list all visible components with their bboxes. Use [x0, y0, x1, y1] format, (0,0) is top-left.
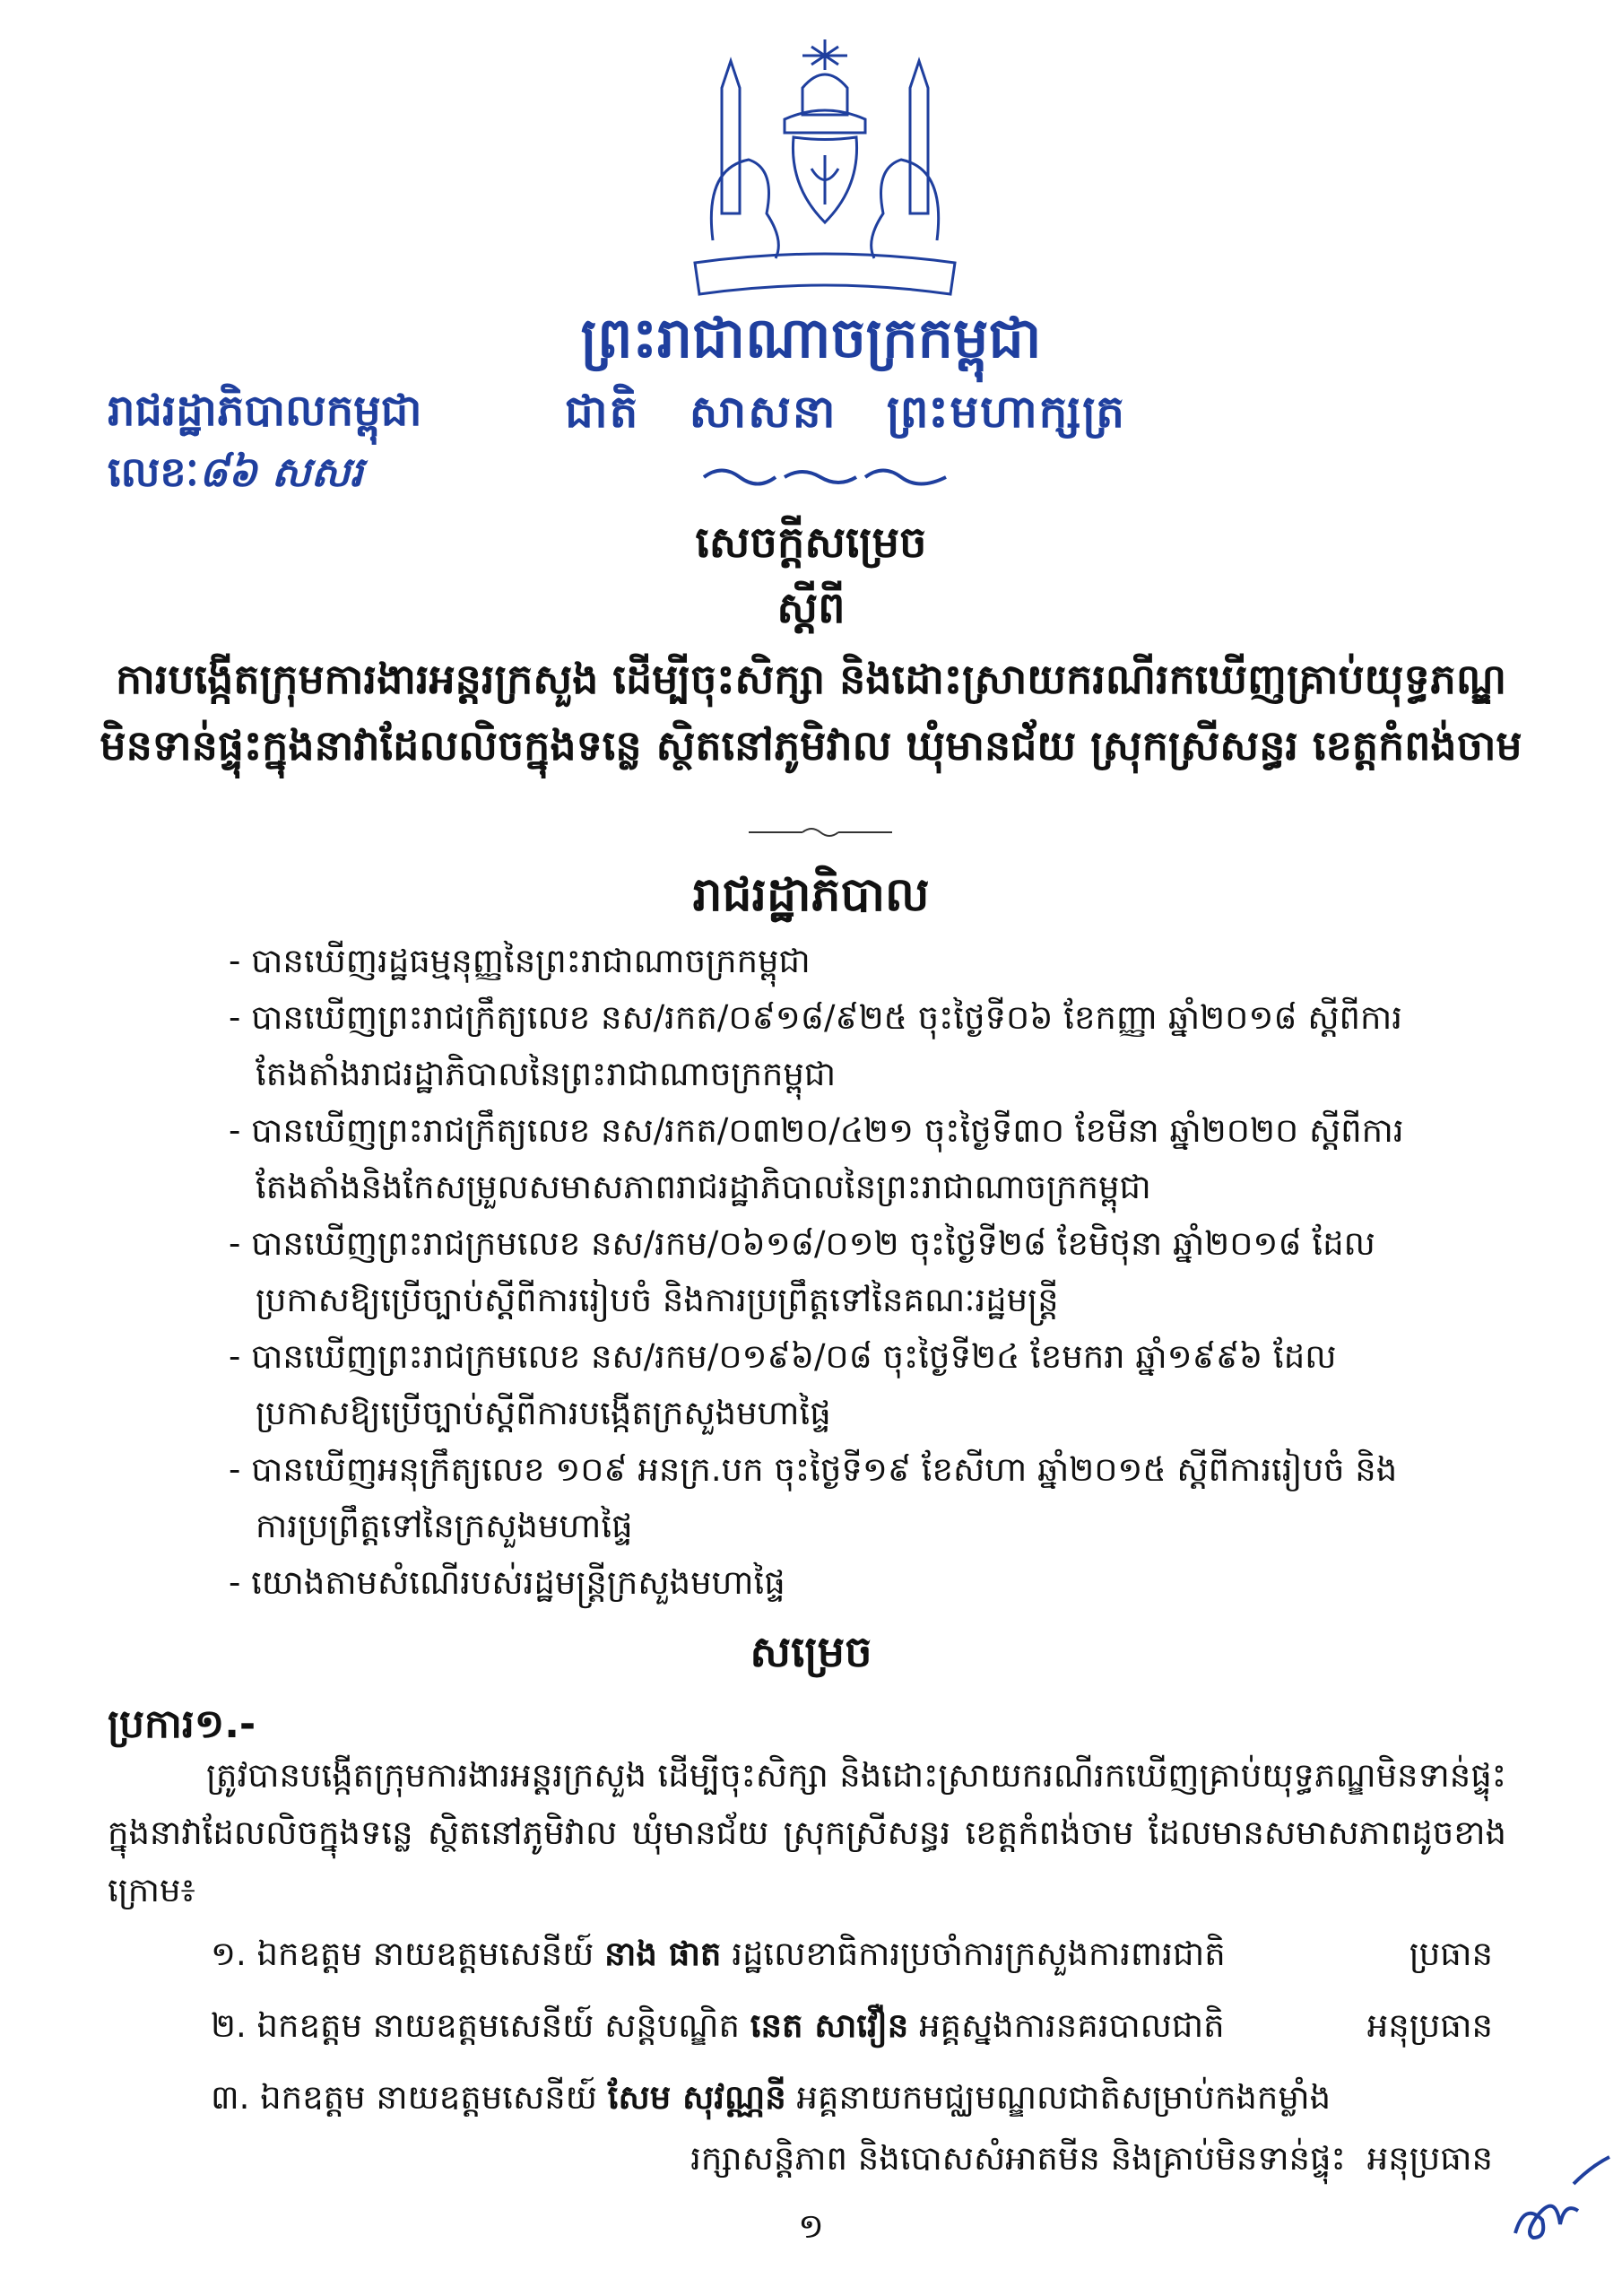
page-number: ១ — [798, 2206, 824, 2246]
member-row — [211, 1934, 1493, 1982]
member-prefix: ឯកឧត្តម នាយឧត្តមសេនីយ៍ សន្តិបណ្ឌិត — [256, 2006, 740, 2045]
member-num: ៣. — [211, 2078, 250, 2117]
member-role: អនុប្រធាន — [1366, 2139, 1493, 2178]
member-row — [211, 2005, 1493, 2054]
consideration-item: - បានឃើញព្រះរាជក្រឹត្យលេខ នស/រកត/០៣២០/៤២១ ចុះថ្ងៃទី៣០ ខែមីនា ឆ្នាំ២០២០ ស្តីពីការតែងតាំងនិងកែសម្រួលសមាសភាពរាជរដ្ឋាភិបាលនៃព្រះរាជាណាចក្រកម្ពុជា — [229, 1111, 1404, 1206]
kingdom-title: ព្រះរាជាណាចក្រកម្ពុជា — [580, 305, 1042, 370]
small-ornament-icon — [749, 823, 892, 841]
royal-emblem-icon — [677, 34, 973, 303]
member-num: ១. — [211, 1935, 247, 1973]
member-name: នេត សាវឿន — [750, 2006, 909, 2045]
consideration-item: - បានឃើញអនុក្រឹត្យលេខ ១០៩ អនក្រ.បក ចុះថ្ងៃទី១៩ ខែសីហា ឆ្នាំ២០១៥ ស្តីពីការរៀបចំ និងការប្រព្រឹត្តទៅនៃក្រសួងមហាផ្ទៃ — [229, 1450, 1398, 1545]
member-position: អគ្គនាយកមជ្ឈមណ្ឌលជាតិសម្រាប់កងកម្លាំង — [796, 2078, 1331, 2117]
member-row — [211, 2077, 1493, 2126]
government-name: រាជរដ្ឋាភិបាលកម្ពុជា — [108, 386, 422, 436]
government-heading: រាជរដ្ឋាភិបាល — [692, 868, 930, 922]
ornament-divider-icon — [695, 459, 955, 491]
member-desc — [211, 2005, 1225, 2054]
member-position: អគ្គស្នងការនគរបាលជាតិ — [919, 2006, 1225, 2045]
member-prefix: ឯកឧត្តម នាយឧត្តមសេនីយ៍ — [260, 2078, 597, 2117]
decision-heading: សម្រេច — [750, 1627, 872, 1677]
consideration-item: - បានឃើញព្រះរាជក្រមលេខ នស/រកម/០៦១៨/០១២ ចុះថ្ងៃទី២៨ ខែមិថុនា ឆ្នាំ២០១៨ ដែលប្រកាសឱ្យប្រើច្បាប់ស្តីពីការរៀបចំ និងការប្រព្រឹត្តទៅនៃគណៈរដ្ឋមន្ត្រី — [229, 1224, 1375, 1319]
member-name: នាង ផាត — [604, 1935, 722, 1973]
member-num: ២. — [211, 2006, 247, 2045]
decision-title: សេចក្តីសម្រេច — [695, 517, 927, 568]
consideration-item: - បានឃើញព្រះរាជក្រឹត្យលេខ នស/រកត/០៩១៨/៩២៥ ចុះថ្ងៃទី០៦ ខែកញ្ញា ឆ្នាំ២០១៨ ស្តីពីការតែងតាំងរាជរដ្ឋាភិបាលនៃព្រះរាជាណាចក្រកម្ពុជា — [229, 998, 1403, 1093]
consideration-item: - បានឃើញព្រះរាជក្រមលេខ នស/រកម/០១៩៦/០៨ ចុះថ្ងៃទី២៤ ខែមករា ឆ្នាំ១៩៩៦ ដែលប្រកាសឱ្យប្រើច្បាប់ស្តីពីការបង្កើតក្រសួងមហាផ្ទៃ — [229, 1337, 1337, 1432]
member-role: ប្រធាន — [1409, 1935, 1493, 1973]
document-number-label: លេខៈ — [108, 448, 199, 496]
consideration-item: - យោងតាមសំណើរបស់រដ្ឋមន្ត្រីក្រសួងមហាផ្ទៃ — [229, 1563, 785, 1602]
article-text: ត្រូវបានបង្កើតក្រុមការងារអន្តរក្រសួង ដើម្បីចុះសិក្សា និងដោះស្រាយករណីរកឃើញគ្រាប់យុទ្ធភណ្ឌមិនទាន់ផ្ទុះក្នុងនាវាដែលលិចក្នុងទន្លេ ស្ថិតនៅភូមិវាល ឃុំមានជ័យ ស្រុកស្រីសន្ធរ ខេត្តកំពង់ចាម ដែលមានសមាសភាពដូចខាងក្រោម៖ — [108, 1756, 1506, 1909]
member-name: សែម សុវណ្ណនី — [607, 2078, 786, 2117]
member-desc — [211, 1934, 1226, 1982]
document-number-value: ៨៦ សសរ — [198, 448, 363, 496]
member-prefix: ឯកឧត្តម នាយឧត្តមសេនីយ៍ — [256, 1935, 594, 1973]
regarding-label: ស្តីពី — [776, 583, 846, 633]
signature-icon — [1506, 2148, 1614, 2256]
member-desc — [211, 2077, 1331, 2126]
national-motto: ជាតិ សាសនា ព្រះមហាក្សត្រ — [565, 386, 1126, 438]
member-position-cont: រក្សាសន្តិភាព និងបោសសំអាតមីន និងគ្រាប់មិនទាន់ផ្ទុះ — [690, 2139, 1346, 2178]
member-position: រដ្ឋលេខាធិការប្រចាំការក្រសួងការពារជាតិ — [732, 1935, 1226, 1973]
member-role: អនុប្រធាន — [1366, 2006, 1493, 2045]
decision-subject: ការបង្កើតក្រុមការងារអន្តរក្រសួង ដើម្បីចុះសិក្សា និងដោះស្រាយករណីរកឃើញគ្រាប់យុទ្ធភណ្ឌមិនទាន់ផ្ទុះក្នុងនាវាដែលលិចក្នុងទន្លេ ស្ថិតនៅភូមិវាល ឃុំមានជ័យ ស្រុកស្រីសន្ធរ ខេត្តកំពង់ចាម — [100, 655, 1522, 770]
member-row-continued — [628, 2138, 1493, 2187]
consideration-item: - បានឃើញរដ្ឋធម្មនុញ្ញនៃព្រះរាជាណាចក្រកម្ពុជា — [229, 942, 811, 980]
article-label: ប្រការ១.- — [108, 1701, 256, 1747]
considerations-list — [229, 933, 1430, 1611]
document-number — [108, 447, 363, 507]
